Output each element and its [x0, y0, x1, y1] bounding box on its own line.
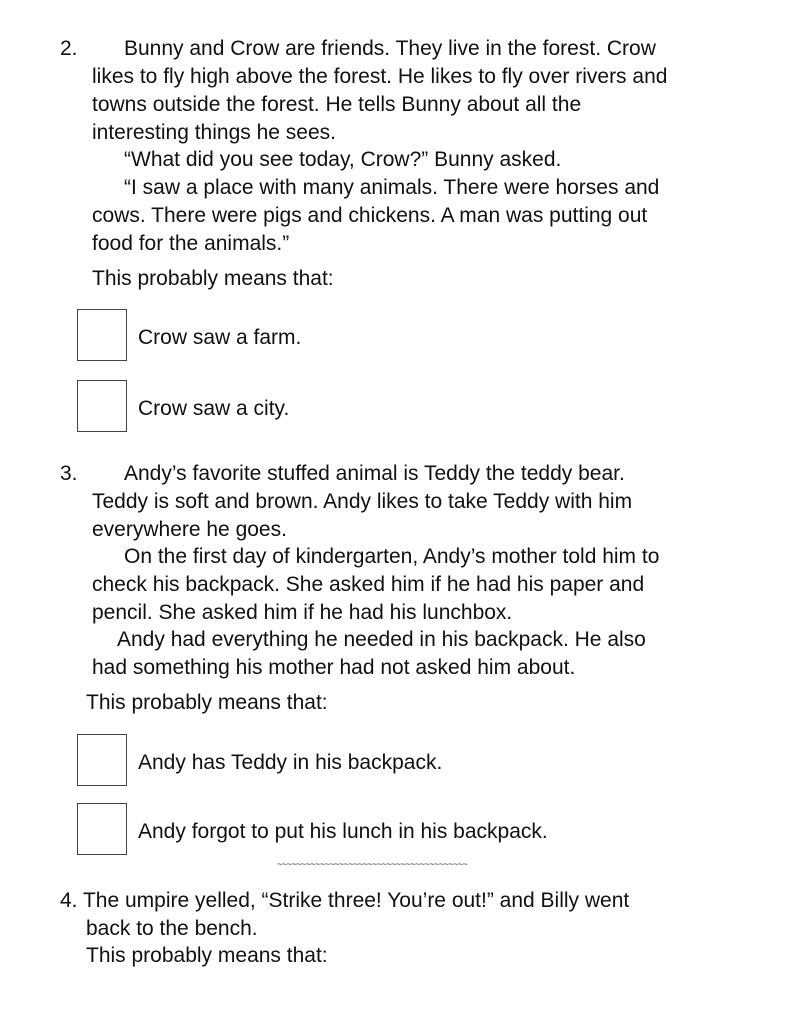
- q2-text-line: interesting things he sees.: [92, 121, 336, 144]
- q4-prompt: This probably means that:: [86, 944, 328, 967]
- q3-text-line: On the first day of kindergarten, Andy’s mother told him to: [124, 545, 660, 568]
- q2-text-line: likes to fly high above the forest. He likes to fly over rivers and: [92, 65, 668, 88]
- q2-option-label: Crow saw a farm.: [138, 326, 302, 349]
- q3-text-line: Andy had everything he needed in his backpack. He also: [117, 628, 646, 651]
- q3-text-line: Andy’s favorite stuffed animal is Teddy the teddy bear.: [124, 462, 625, 485]
- q2-text-line: “What did you see today, Crow?” Bunny asked.: [124, 148, 562, 171]
- q3-text-line: everywhere he goes.: [92, 518, 287, 541]
- q4-text-line: 4. The umpire yelled, “Strike three! You’re out!” and Billy went: [60, 889, 630, 912]
- q3-number: 3.: [60, 462, 78, 485]
- section-separator: ~~~~~~~~~~~~~~~~~~~~~~~~~~~~~~~~~~~~~~~~: [277, 861, 468, 867]
- q3-text-line: check his backpack. She asked him if he had his paper and: [92, 573, 645, 596]
- q2-text-line: cows. There were pigs and chickens. A man was putting out: [92, 204, 648, 227]
- q2-number: 2.: [60, 37, 78, 60]
- q2-prompt: This probably means that:: [92, 267, 334, 290]
- q2-text-line: towns outside the forest. He tells Bunny about all the: [92, 93, 582, 116]
- q2-text-line: “I saw a place with many animals. There were horses and: [124, 176, 660, 199]
- q3-text-line: Teddy is soft and brown. Andy likes to take Teddy with him: [92, 490, 633, 513]
- q2-text-line: food for the animals.”: [92, 232, 290, 255]
- q3-option-label: Andy forgot to put his lunch in his backpack.: [138, 820, 548, 843]
- q2-option-checkbox[interactable]: [77, 309, 127, 361]
- q3-prompt: This probably means that:: [86, 691, 328, 714]
- q3-option-checkbox[interactable]: [77, 734, 127, 786]
- q2-option-checkbox[interactable]: [77, 380, 127, 432]
- q2-text-line: Bunny and Crow are friends. They live in the forest. Crow: [124, 37, 656, 60]
- q3-option-checkbox[interactable]: [77, 803, 127, 855]
- q3-text-line: pencil. She asked him if he had his lunchbox.: [92, 601, 513, 624]
- q2-option-label: Crow saw a city.: [138, 397, 290, 420]
- q3-option-label: Andy has Teddy in his backpack.: [138, 751, 443, 774]
- q4-text-line: back to the bench.: [86, 917, 258, 940]
- q3-text-line: had something his mother had not asked him about.: [92, 656, 576, 679]
